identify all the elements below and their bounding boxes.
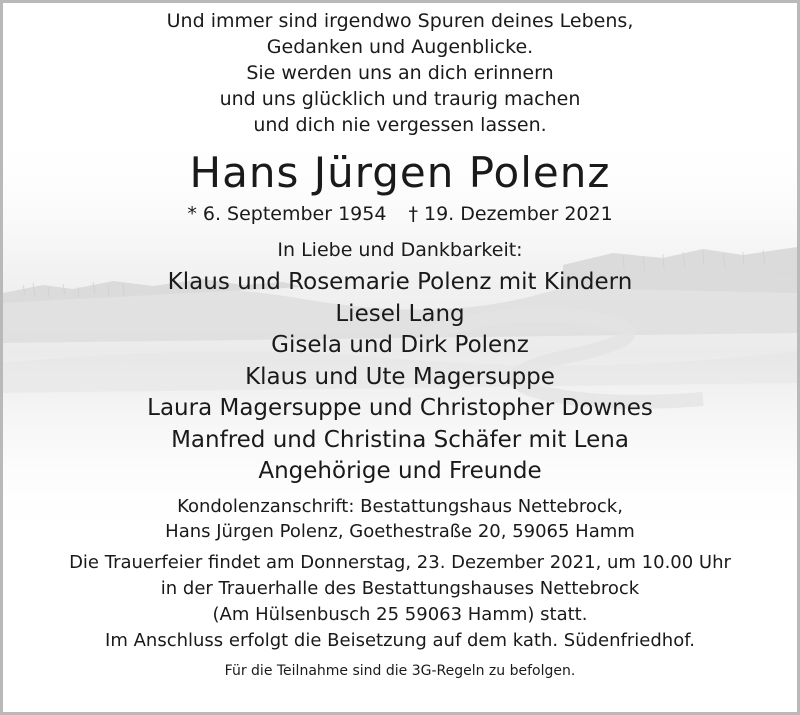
condolence-line: Kondolenzanschrift: Bestattungshaus Nettebrock,	[177, 495, 623, 517]
mourner-entry: Klaus und Ute Magersuppe	[245, 363, 555, 390]
service-line: Die Trauerfeier findet am Donnerstag, 23. Dezember 2021, um 10.00 Uhr	[69, 551, 731, 573]
mourner-entry: Angehörige und Freunde	[258, 458, 542, 484]
condolence-address	[3, 494, 797, 544]
mourner-entry: Gisela und Dirk Polenz	[271, 332, 529, 358]
service-line: (Am Hülsenbusch 25 59063 Hamm) statt.	[212, 603, 588, 625]
condolence-line: Hans Jürgen Polenz, Goethestraße 20, 59065 Hamm	[165, 520, 635, 542]
thanks-intro: In Liebe und Dankbarkeit:	[277, 239, 523, 261]
poem-line: und uns glücklich und traurig machen	[219, 88, 581, 110]
mourner-entry: Liesel Lang	[335, 300, 465, 327]
poem-line: Und immer sind irgendwo Spuren deines Lebens,	[166, 10, 634, 32]
poem-line: Sie werden uns an dich erinnern	[246, 62, 554, 84]
mourner-entry: Klaus und Rosemarie Polenz mit Kindern	[167, 269, 633, 295]
funeral-service-info	[3, 550, 797, 654]
memorial-poem	[3, 3, 797, 138]
covid-rules-note: Für die Teilnahme sind die 3G-Regeln zu befolgen.	[224, 662, 576, 679]
service-line: in der Trauerhalle des Bestattungshauses Nettebrock	[160, 577, 640, 599]
mourners-list	[3, 267, 797, 488]
birth-date: * 6. September 1954	[187, 203, 387, 225]
service-line: Im Anschluss erfolgt die Beisetzung auf dem kath. Südenfriedhof.	[105, 629, 695, 651]
mourner-entry: Laura Magersuppe und Christopher Downes	[147, 395, 653, 421]
obituary-content	[3, 3, 797, 681]
poem-line: und dich nie vergessen lassen.	[253, 114, 547, 136]
mourner-entry: Manfred und Christina Schäfer mit Lena	[171, 426, 629, 453]
death-date: † 19. Dezember 2021	[408, 203, 613, 225]
poem-line: Gedanken und Augenblicke.	[266, 36, 534, 58]
deceased-name: Hans Jürgen Polenz	[189, 148, 611, 197]
life-dates	[3, 201, 797, 227]
